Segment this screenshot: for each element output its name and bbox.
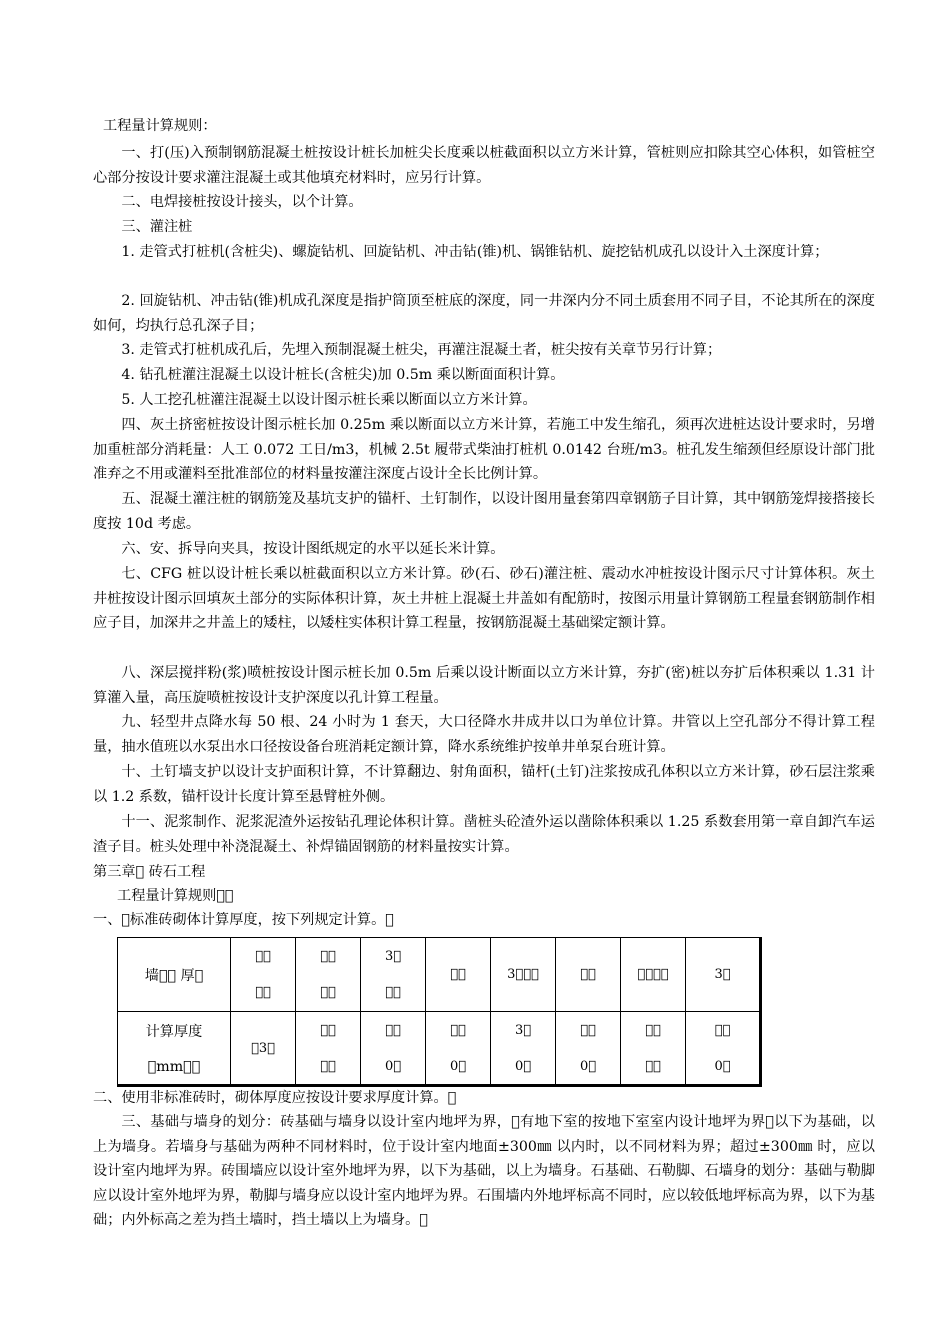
chapter-subtitle: 工程量计算规则   <box>117 888 234 904</box>
table-cell:       <box>296 1012 361 1086</box>
brick-rule-2: 二、使用非标准砖时，砌体厚度应按设计要求厚度计算。  <box>93 1090 457 1106</box>
table-cell: 3  0  <box>491 1012 556 1086</box>
table-cell:       <box>621 1012 686 1086</box>
rule-1: 一、打(压)入预制钢筋混凝土桩按设计桩长加桩尖长度乘以桩截面积以立方米计算，管桩则应扣除其空心体积，如管桩空心部分按设计要求灌注混凝土或其他填充材料时，应另行计算。 <box>93 145 875 186</box>
rule-3: 三、灌注桩 <box>121 219 193 235</box>
table-cell:    0  <box>361 1012 426 1086</box>
table-cell:    0  <box>556 1012 621 1086</box>
rule-2: 二、电焊接桩按设计接头，以个计算。 <box>121 194 363 210</box>
table-cell: 3     <box>361 938 426 1012</box>
table-cell: 3  <box>686 938 761 1012</box>
table-cell:  3  <box>231 1012 296 1086</box>
rule-9: 九、轻型井点降水每 50 根、24 小时为 1 套天，大口径降水井成井以口为单位计算。井管以上空孔部分不得计算工程量，抽水值班以水泵出水口径按设备台班消耗定额计算，降水系统维护按单井单泵台班计算。 <box>93 714 875 755</box>
rule-6: 六、安、拆导向夹具，按设计图纸规定的水平以延长米计算。 <box>121 541 505 557</box>
rule-7: 七、CFG 桩以设计桩长乘以桩截面积以立方米计算。砂(石、砂石)灌注桩、震动水冲桩按设计图示尺寸计算体积。灰土井桩按设计图示回填灰土部分的实际体积计算，灰土井桩上混凝土井盖如有配筋时，按图示用量计算钢筋工程量套钢筋制作相应子目，加深井之井盖上的矮柱，以矮柱实体积计算工程量，按钢筋混凝土基础梁定额计算。 <box>93 566 875 631</box>
table-cell: 3    <box>491 938 556 1012</box>
rule-3-1: 1. 走管式打桩机(含桩尖)、螺旋钻机、回旋钻机、冲击钻(锥)机、锅锥钻机、旋挖钻机成孔以设计入土深度计算； <box>121 244 829 260</box>
table-cell:       <box>231 938 296 1012</box>
rule-10: 十、土钉墙支护以设计支护面积计算，不计算翻边、射角面积，锚杆(土钉)注浆按成孔体积以立方米计算，砂石层注浆乘以 1.2 系数，锚杆设计长度计算至悬臂桩外侧。 <box>93 764 875 805</box>
table-row <box>118 1012 761 1086</box>
section-title: 工程量计算规则： <box>103 118 217 134</box>
brick-rule-1: 一、 标准砖砌体计算厚度，按下列规定计算。  <box>93 912 394 928</box>
table-cell:      <box>621 938 686 1012</box>
rule-11: 十一、泥浆制作、泥浆泥渣外运按钻孔理论体积计算。凿桩头砼渣外运以凿除体积乘以 1.25 系数套用第一章自卸汽车运渣子目。桩头处理中补浇混凝土、补焊锚固钢筋的材料量按实计算。 <box>93 814 875 855</box>
brick-rule-3: 三、基础与墙身的划分：砖基础与墙身以设计室内地坪为界， 有地下室的按地下室室内设计地坪为界 以下为基础，以上为墙身。若墙身与基础为两种不同材料时，位于设计室内地面±300㎜ 以内时，以不同材料为界；超过±300㎜ 时，应以设计室内地坪为界。砖围墙应以设计室外地坪为界，以下为基础，以上为墙身。石基础、石勒脚、石墙身的划分：基础与勒脚应以设计室外地坪为界，勒脚与墙身应以设计室内地坪为界。石围墙内外地坪标高不同时，应以较低地坪标高为界，以下为基础；内外标高之差为挡土墙时，挡土墙以上为墙身。  <box>93 1114 875 1228</box>
rule-8: 八、深层搅拌粉(浆)喷桩按设计图示桩长加 0.5m 后乘以设计断面以立方米计算，夯扩(密)桩以夯扩后体积乘以 1.31 计算灌入量，高压旋喷桩按设计支护深度以孔计算工程量。 <box>93 665 875 706</box>
table-cell:    <box>556 938 621 1012</box>
table-row <box>118 938 761 1012</box>
table-cell:       <box>296 938 361 1012</box>
rule-3-5: 5. 人工挖孔桩灌注混凝土以设计图示桩长乘以断面以立方米计算。 <box>121 392 537 408</box>
table-cell:    0  <box>686 1012 761 1086</box>
calc-thickness-header: 计算厚度  mm   <box>118 1012 231 1086</box>
table-cell:    <box>426 938 491 1012</box>
wall-thickness-header: 墙   厚  <box>118 938 231 1012</box>
rule-3-4: 4. 钻孔桩灌注混凝土以设计桩长(含桩尖)加 0.5m 乘以断面面积计算。 <box>121 367 565 383</box>
rule-3-2: 2. 回旋钻机、冲击钻(锥)机成孔深度是指护筒顶至桩底的深度，同一井深内分不同土质套用不同子目，不论其所在的深度如何，均执行总孔深子目； <box>93 293 875 334</box>
rule-3-3: 3. 走管式打桩机成孔后，先埋入预制混凝土桩尖，再灌注混凝土者，桩尖按有关章节另行计算； <box>121 342 722 358</box>
rule-5: 五、混凝土灌注桩的钢筋笼及基坑支护的锚杆、土钉制作，以设计图用量套第四章钢筋子目计算，其中钢筋笼焊接搭接长度按 10d 考虑。 <box>93 491 875 532</box>
rule-4: 四、灰土挤密桩按设计图示桩长加 0.25m 乘以断面以立方米计算，若施工中发生缩孔，须再次进桩达设计要求时，另增加重桩部分消耗量：人工 0.072 工日/m3，机械 2.5t 履带式柴油打桩机 0.0142 台班/m3。桩孔发生缩颈但经原设计部门批准弃之不用或灌料至批准部位的材料量按灌注深度占设计全长比例计算。 <box>93 417 875 482</box>
wall-thickness-table <box>117 937 762 1087</box>
table-cell:    0  <box>426 1012 491 1086</box>
chapter-title: 第三章  砖石工程 <box>93 864 206 880</box>
